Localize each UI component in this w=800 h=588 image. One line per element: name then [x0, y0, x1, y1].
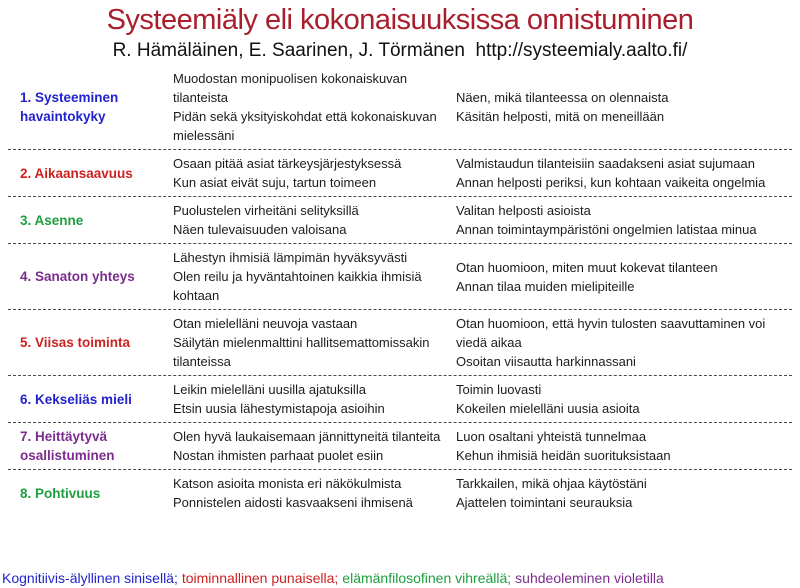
- row-label: 8. Pohtivuus: [20, 485, 101, 501]
- statement: Muodostan monipuolisen kokonaiskuvan tilanteista: [173, 71, 408, 105]
- legend-relational: suhdeoleminen violetilla: [515, 570, 664, 586]
- statement: Kehun ihmisiä heidän suorituksistaan: [456, 448, 671, 463]
- statement: Säilytän mielenmalttini hallitsemattomissakin tilanteissa: [173, 335, 430, 369]
- row-right-statements: [456, 474, 792, 512]
- row-right-statements: [456, 88, 792, 126]
- page-subtitle: R. Hämäläinen, E. Saarinen, J. Törmänen http://systeemialy.aalto.fi/: [112, 40, 688, 61]
- statement: Pidän sekä yksityiskohdat että kokonaiskuvan mielessäni: [173, 109, 437, 143]
- row-label: 2. Aikaansaavuus: [20, 165, 133, 181]
- table-row: [8, 149, 792, 196]
- row-left-statements: [173, 314, 456, 371]
- row-label: 6. Kekseliäs mieli: [20, 391, 132, 407]
- row-label: 7. Heittäytyvä osallistuminen: [20, 429, 115, 463]
- table-row: [8, 375, 792, 422]
- statement: Katson asioita monista eri näkökulmista: [173, 476, 402, 491]
- statement: Näen tulevaisuuden valoisana: [173, 222, 347, 237]
- statement: Nostan ihmisten parhaat puolet esiin: [173, 448, 384, 463]
- statement: Käsitän helposti, mitä on meneillään: [456, 109, 665, 124]
- table-row: [8, 65, 792, 149]
- statement: Näen, mikä tilanteessa on olennaista: [456, 90, 669, 105]
- row-label: 3. Asenne: [20, 212, 84, 228]
- table-row: [8, 243, 792, 309]
- statement: Otan mielelläni neuvoja vastaan: [173, 316, 358, 331]
- row-left-statements: [173, 69, 456, 145]
- traits-table: [8, 65, 792, 565]
- statement: Leikin mielelläni uusilla ajatuksilla: [173, 382, 366, 397]
- statement: Osaan pitää asiat tärkeysjärjestyksessä: [173, 156, 402, 171]
- legend-functional: toiminnallinen punaisella;: [181, 570, 339, 586]
- statement: Luon osaltani yhteistä tunnelmaa: [456, 429, 647, 444]
- row-left-statements: [173, 380, 456, 418]
- statement: Olen hyvä laukaisemaan jännittyneitä tilanteita: [173, 429, 441, 444]
- row-left-statements: [173, 474, 456, 512]
- statement: Kokeilen mielelläni uusia asioita: [456, 401, 640, 416]
- statement: Toimin luovasti: [456, 382, 542, 397]
- color-legend: [0, 565, 800, 588]
- statement: Olen reilu ja hyväntahtoinen kaikkia ihmisiä kohtaan: [173, 269, 422, 303]
- statement: Osoitan viisautta harkinnassani: [456, 354, 636, 369]
- statement: Annan tilaa muiden mielipiteille: [456, 278, 635, 294]
- statement: Etsin uusia lähestymistapoja asioihin: [173, 401, 385, 416]
- row-left-statements: [173, 427, 456, 465]
- statement: Ajattelen toimintani seurauksia: [456, 495, 633, 510]
- statement: Tarkkailen, mikä ohjaa käytöstäni: [456, 476, 647, 491]
- row-label: 5. Viisas toiminta: [20, 335, 131, 350]
- statement: Ponnistelen aidosti kasvaakseni ihmisenä: [173, 495, 413, 510]
- statement: Valitan helposti asioista: [456, 203, 591, 218]
- legend-cognitive: Kognitiivis-älyllinen sinisellä;: [2, 570, 178, 586]
- row-left-statements: [173, 248, 456, 305]
- statement: Valmistaudun tilanteisiin saadakseni asiat sujumaan: [456, 156, 755, 171]
- table-row: [8, 196, 792, 243]
- table-row: [8, 469, 792, 516]
- statement: Puolustelen virheitäni selityksillä: [173, 203, 359, 218]
- page-title: Systeemiäly eli kokonaisuuksissa onnistuminen: [106, 4, 694, 36]
- row-right-statements: [456, 154, 792, 192]
- row-label: 1. Systeeminen havaintokyky: [20, 90, 119, 124]
- row-label: 4. Sanaton yhteys: [20, 269, 135, 284]
- row-right-statements: [456, 380, 792, 418]
- row-right-statements: [456, 201, 792, 239]
- statement: Kun asiat eivät suju, tartun toimeen: [173, 175, 377, 190]
- row-right-statements: [456, 427, 792, 465]
- row-right-statements: [456, 258, 792, 296]
- statement: Lähestyn ihmisiä lämpimän hyväksyvästi: [173, 250, 408, 265]
- table-row: [8, 422, 792, 469]
- legend-philosophy: elämänfilosofinen vihreällä;: [342, 570, 512, 586]
- statement: Annan toimintaympäristöni ongelmien latistaa minua: [456, 222, 757, 237]
- statement: Otan huomioon, miten muut kokevat tilanteen: [456, 259, 718, 275]
- row-left-statements: [173, 154, 456, 192]
- row-right-statements: [456, 314, 792, 371]
- statement: Annan helposti periksi, kun kohtaan vaikeita ongelmia: [456, 175, 766, 190]
- row-left-statements: [173, 201, 456, 239]
- statement: Otan huomioon, että hyvin tulosten saavuttaminen voi viedä aikaa: [456, 316, 766, 350]
- table-row: [8, 309, 792, 375]
